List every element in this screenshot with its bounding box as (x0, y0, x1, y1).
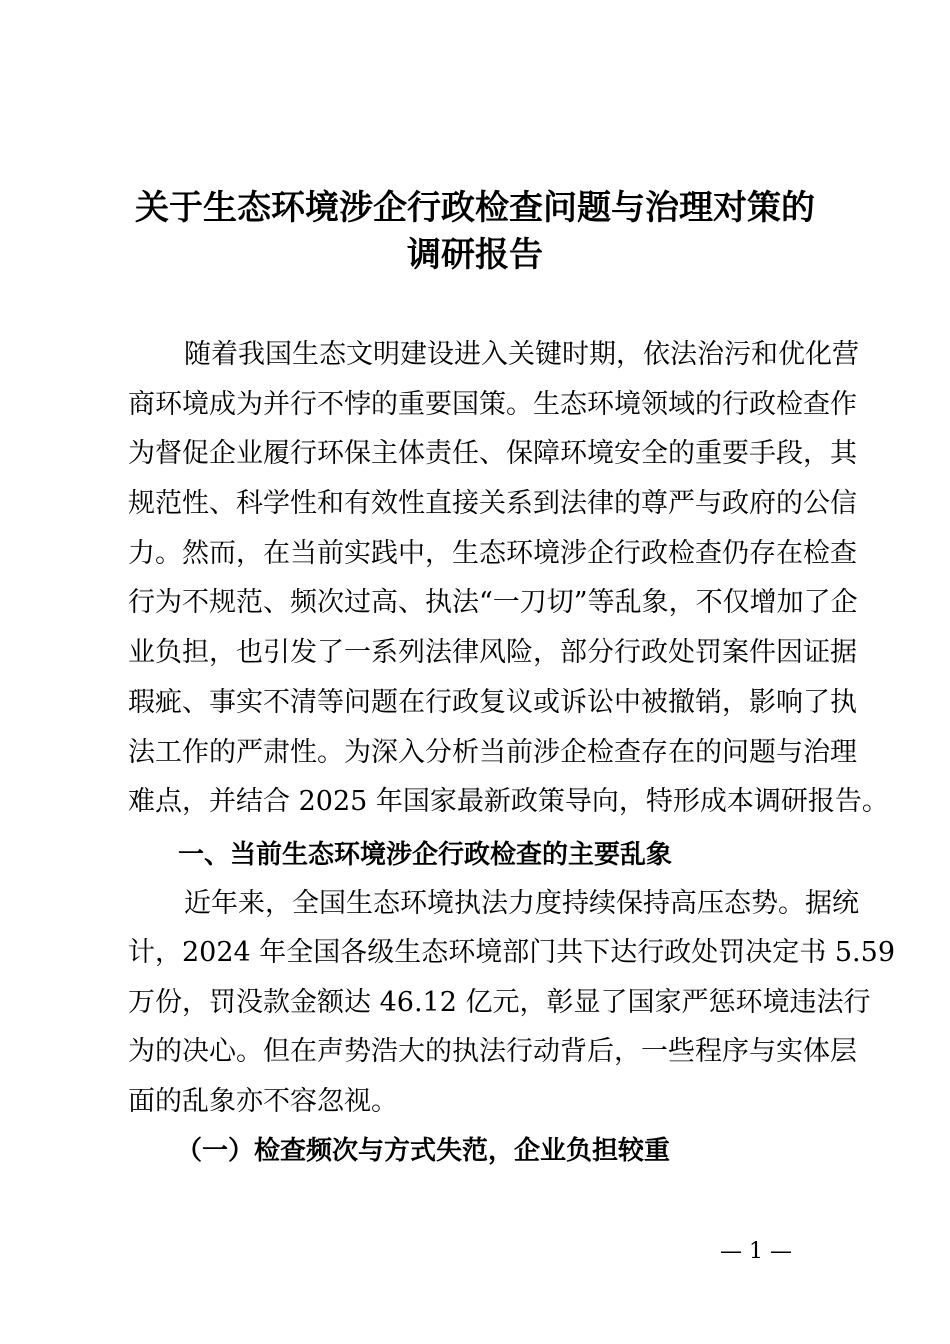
text-line: 规范性、科学性和有效性直接关系到法律的尊严与政府的公信 (128, 488, 857, 519)
text-line: 商环境成为并行不悖的重要国策。生态环境领域的行政检查作 (128, 389, 857, 420)
subsection-heading: （一）检查频次与方式失范，企业负担较重 (176, 1136, 671, 1166)
text-line: 行为不规范、频次过高、执法“一刀切”等乱象，不仅增加了企 (128, 587, 858, 618)
section-heading: 一、当前生态环境涉企行政检查的主要乱象 (178, 840, 673, 870)
document-title-line-2: 调研报告 (407, 235, 543, 275)
text-line: 万份，罚没款金额达 46.12 亿元，彰显了国家严惩环境违法行 (128, 987, 871, 1018)
page-number: — 1 — (720, 1239, 792, 1264)
text-line: 难点，并结合 2025 年国家最新政策导向，特形成本调研报告。 (128, 786, 889, 817)
text-line: 为的决心。但在声势浩大的执法行动背后，一些程序与实体层 (128, 1036, 857, 1067)
text-line: 近年来，全国生态环境执法力度持续保持高压态势。据统 (184, 888, 859, 919)
text-line: 业负担，也引发了一系列法律风险，部分行政处罚案件因证据 (128, 637, 857, 668)
text-line: 力。然而，在当前实践中，生态环境涉企行政检查仍存在检查 (128, 538, 857, 569)
text-line: 瑕疵、事实不清等问题在行政复议或诉讼中被撤销，影响了执 (128, 687, 857, 718)
text-line: 计，2024 年全国各级生态环境部门共下达行政处罚决定书 5.59 (128, 937, 895, 968)
text-line: 法工作的严肃性。为深入分析当前涉企检查存在的问题与治理 (128, 737, 857, 768)
document-title-line-1: 关于生态环境涉企行政检查问题与治理对策的 (135, 188, 815, 228)
text-line: 为督促企业履行环保主体责任、保障环境安全的重要手段，其 (128, 438, 857, 469)
text-line: 随着我国生态文明建设进入关键时期，依法治污和优化营 (184, 339, 859, 370)
text-line: 面的乱象亦不容忽视。 (128, 1086, 398, 1117)
